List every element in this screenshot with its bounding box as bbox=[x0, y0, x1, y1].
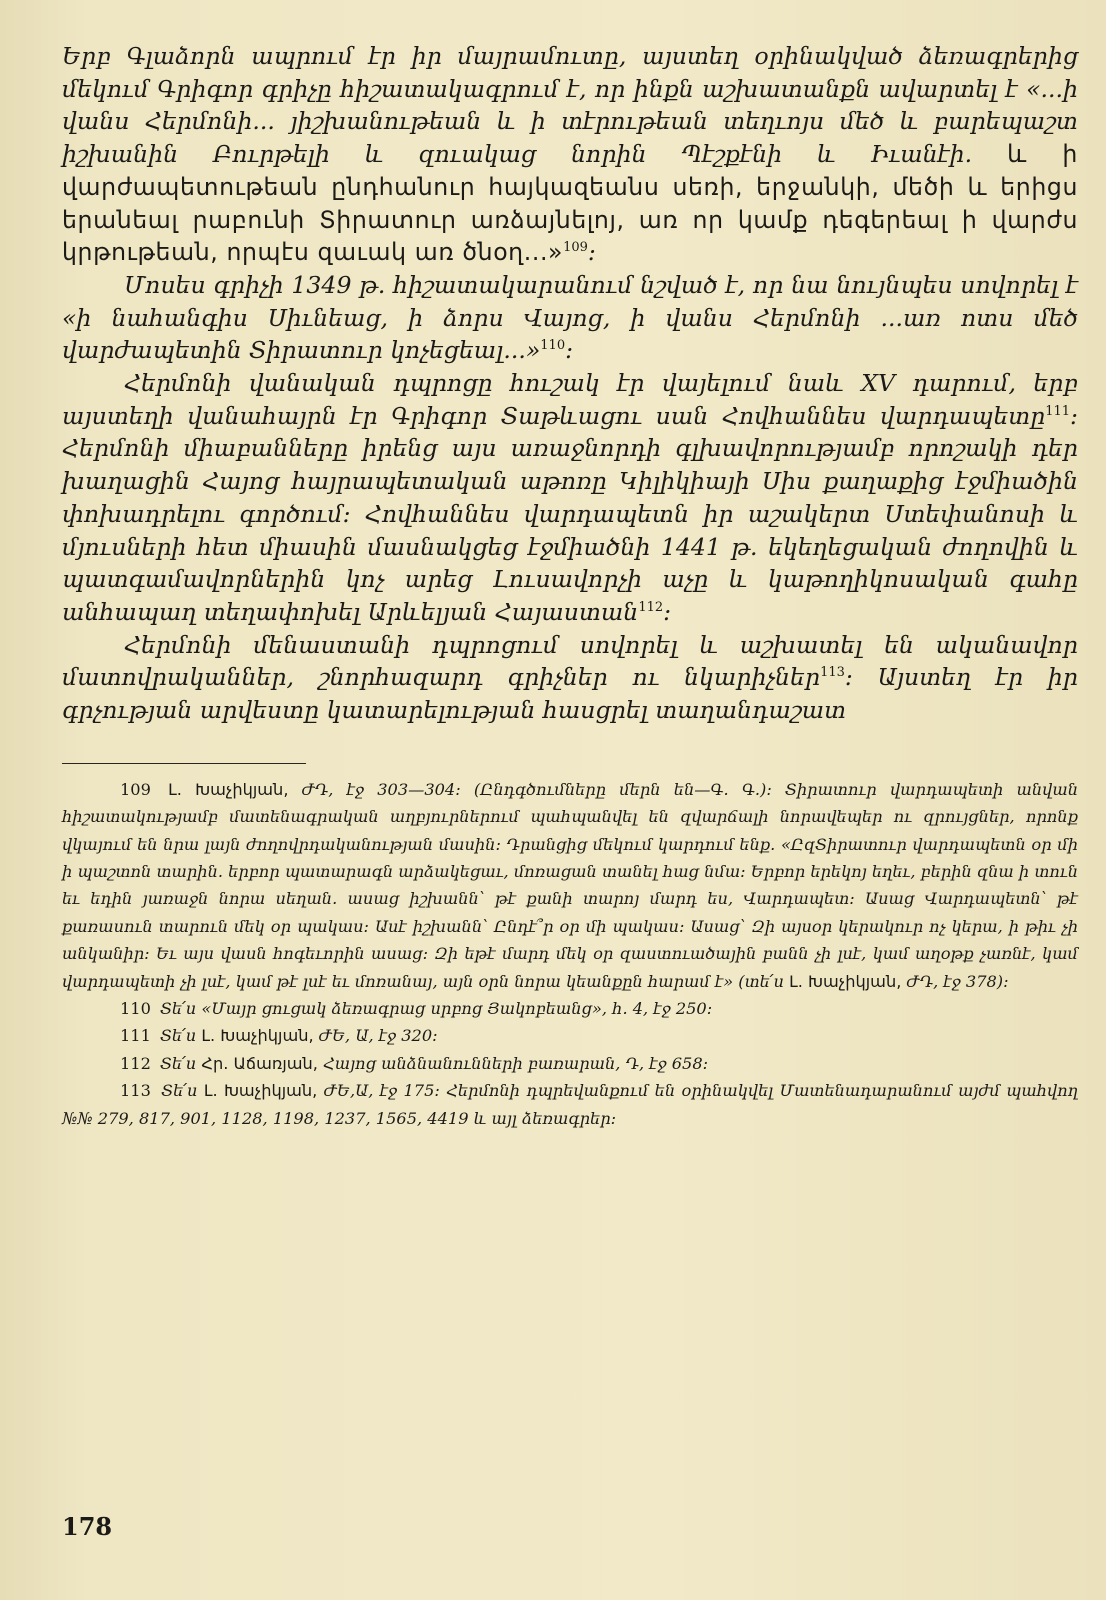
footnote-111: 111 Տե՛ս Լ. Խաչիկյան, ԺԵ, Ա, էջ 320: bbox=[120, 1026, 438, 1046]
footnote-112: 112 Տե՛ս Հր. Աճառյան, Հայոց անձնանունների բառարան, Դ, էջ 658: bbox=[120, 1053, 709, 1073]
footnote-ref-111[interactable]: 111 bbox=[1045, 403, 1071, 419]
paragraph-2: Մոսես գրիչի 1349 թ. հիշատակարանում նշված է, որ նա նույնպես սովորել է «ի նահանգիս Սիւնեաց, ի ձորս Վայոց, ի վանս Հերմոնի ...առ ոտս մեծ վարժապետին Տիրատուր կոչեցեալ...»$^{110}$: bbox=[62, 270, 1078, 365]
paragraph-3: Հերմոնի վանական դպրոցը հուշակ էր վայելում նաև XV դարում, երբ այստեղի վանահայրն էր Գրիգոր Տաթևացու սան Հովհաննես վարդապետը$^{111}$: Հերմոնի միաբանները իրենց այս առաջնորդի գլխավորությամբ որոշակի դեր խաղացին Հայոց հայրապետական աթոռը Կիլիկիայի Սիս քաղաքից էջմիածին փոխադրելու գործում: Հովհաննես վարդապետն իր աշակերտ Ստեփանոսի և մյուսների հետ միասին մասնակցեց էջմիածնի 1441 թ. եկեղեցական ժողովին և պատգամավորներին կոչ արեց Լուսավորչի աչը և կաթողիկոսական գահը անհապաղ տեղափոխել Արևելյան Հայաստան$^{112}$: bbox=[62, 369, 1078, 626]
footnote-109: 109 Լ. Խաչիկյան, ԺԴ, էջ 303—304: (Ընդգծումները մերն են—Գ. Գ.): Տիրատուր վարդապետի անվան հիշատակությամբ մատենագրական աղբյուրներում պահպանվել են զվարճալի նորավեպեր ու զրույցներ, որոնք վկայում են նրա լայն ժողովրդականության մասին: Դրանցից մեկում կարդում ենք. «ԸզՏիրատուր վարդապետն օր մի ի պաշտոն տարին. երբոր պատարագն արձակեցաւ, մոռացան տանել հաց նմա: Երբոր երեկոյ եղեւ, բերին զնա ի տուն եւ եդին յառաջն նորա սեղան. ասաց իշխանն՝ թէ քանի տարոյ մարդ ես, Վարդապետ: Ասաց Վարդապետն՝ թէ քառասուն տարուն մեկ օր պակաս: Ասէ իշխանն՝ Ընդէ՞ր օր մի պակաս: Ասաց՝ Զի այսօր կերակուր ոչ կերա, ի թիւ չի անկանիր: Եւ այս վասն հոգեւորին ասաց: Զի եթէ մարդ մեկ օր զաստուածային բանն չի լսէ, կամ աղօթք չառնէ, կամ վարդապետի չի լսէ, կամ թէ լսէ եւ մոռանայ, այն օրն նորա կեանքըն հարամ է» (տե՛ս Լ. Խաչիկյան, ԺԴ, էջ 378): bbox=[62, 779, 1078, 991]
footnote-110: 110 Տե՛ս «Մայր ցուցակ ձեռագրաց սրբոց Յակոբեանց», հ. 4, էջ 250: bbox=[120, 999, 713, 1019]
footnote-divider bbox=[62, 763, 306, 764]
page-number: 178 bbox=[62, 1512, 113, 1541]
footnote-113: 113 Տե՛ս Լ. Խաչիկյան, ԺԵ,Ա, էջ 175: Հերմոնի դպրեվանքում են օրինակվել Մատենադարանում այժմ պահվող №№ 279, 817, 901, 1128, 1198, 1237, 1565, 4419 և այլ ձեռագրեր: bbox=[62, 1081, 1078, 1128]
footnote-ref-110[interactable]: 110 bbox=[540, 338, 566, 354]
footnote-ref-113[interactable]: 113 bbox=[820, 665, 845, 681]
paragraph-1: Երբ Գլաձորն ապրում էր իր մայրամուտը, այստեղ օրինակված ձեռագրերից մեկում Գրիգոր գրիչը հիշատակագրում է, որ ինքն աշխատանքն ավարտել է «...ի վանս Հերմոնի... յիշխանութեան և ի տէրութեան տեղւոյս մեծ և բարեպաշտ իշխանին Բուրթելի և զուակաց նորին Պէշքէնի և Իւանէի. և ի վարժապետութեան ընդհանուր հայկազեանս սեռի, երջանկի, մեծի և երիցս երանեալ րաբունի Տիրատուր առձայնելոյ, առ որ կամք դեգերեալ ի վարժս կրթութեան, որպէս զաւակ առ ծնօղ...»$^{109}$: bbox=[62, 42, 1078, 267]
footnotes bbox=[62, 776, 1078, 1132]
paragraph-4: Հերմոնի մենաստանի դպրոցում սովորել և աշխատել են ականավոր մատովրականներ, շնորհազարդ գրիչներ ու նկարիչներ$^{113}$: Այստեղ էր իր գրչության արվեստը կատարելության հասցրել տաղանդաշատ bbox=[62, 630, 1078, 725]
footnote-ref-112[interactable]: 112 bbox=[638, 599, 664, 615]
footnote-ref-109[interactable]: 109 bbox=[563, 240, 588, 256]
main-text bbox=[62, 40, 1078, 727]
